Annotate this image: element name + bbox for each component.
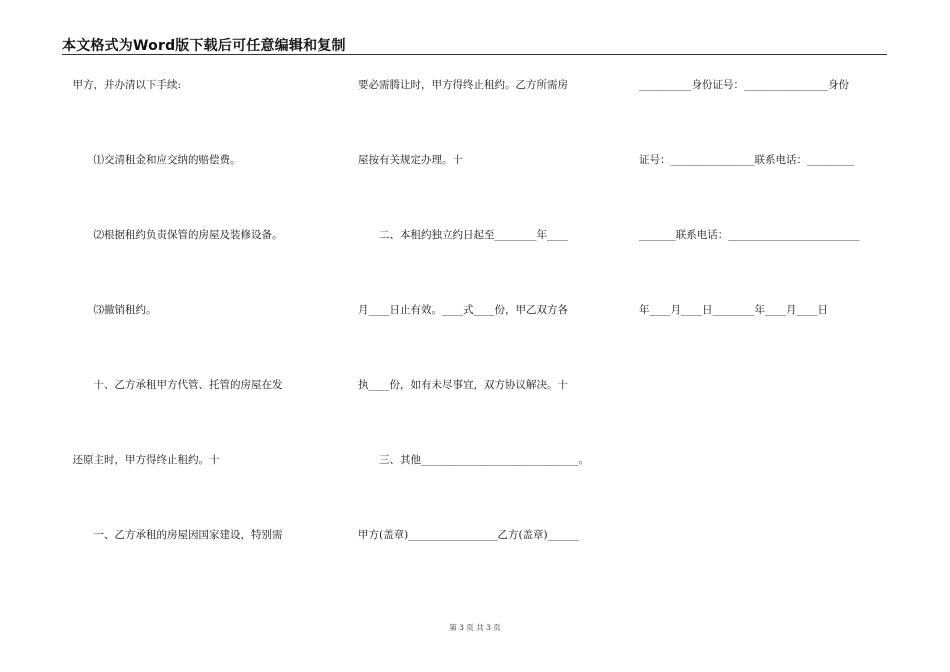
body-line: ⑴交清租金和应交纳的赔偿费。 (62, 154, 241, 166)
body-line: 甲方，并办清以下手续: (62, 79, 182, 91)
text-column-3 (639, 0, 889, 672)
text-column-1 (62, 0, 327, 672)
body-line: 十、乙方承租甲方代管、托管的房屋在发 (62, 379, 283, 391)
body-line: 月____日止有效。____式____份，甲乙双方各 (358, 304, 568, 316)
body-line: 要必需腾让时，甲方得终止租约。乙方所需房 (358, 79, 568, 91)
id-number-line: __________身份证号：________________身份 (639, 79, 849, 91)
id-phone-line: 证号：________________联系电话：_________ (639, 154, 855, 166)
page-number-footer: 第 3 页 共 3 页 (449, 623, 501, 632)
body-line: 三、其他______________________________。 (358, 454, 589, 466)
body-line: ⑵根据租约负责保管的房屋及装修设备。 (62, 229, 283, 241)
signature-line: 甲方(盖章)_________________乙方(盖章)______ (358, 529, 580, 541)
body-line: 屋按有关规定办理。十 (358, 154, 463, 166)
date-line: 年____月____日________年____月____日 (639, 304, 828, 316)
body-line: 还原主时，甲方得终止租约。十 (62, 454, 220, 466)
body-line: 执____份，如有未尽事宜，双方协议解决。十 (358, 379, 568, 391)
body-line: 一、乙方承租的房屋因国家建设，特别需 (62, 529, 283, 541)
body-line: ⑶撤销租约。 (62, 304, 157, 316)
page-header-title: 本文格式为Word版下载后可任意编辑和复制 (62, 38, 346, 54)
text-column-2 (358, 0, 618, 672)
body-line: 二、本租约独立约日起至________年____ (358, 229, 568, 241)
phone-line: _______联系电话：_________________________ (639, 229, 860, 241)
